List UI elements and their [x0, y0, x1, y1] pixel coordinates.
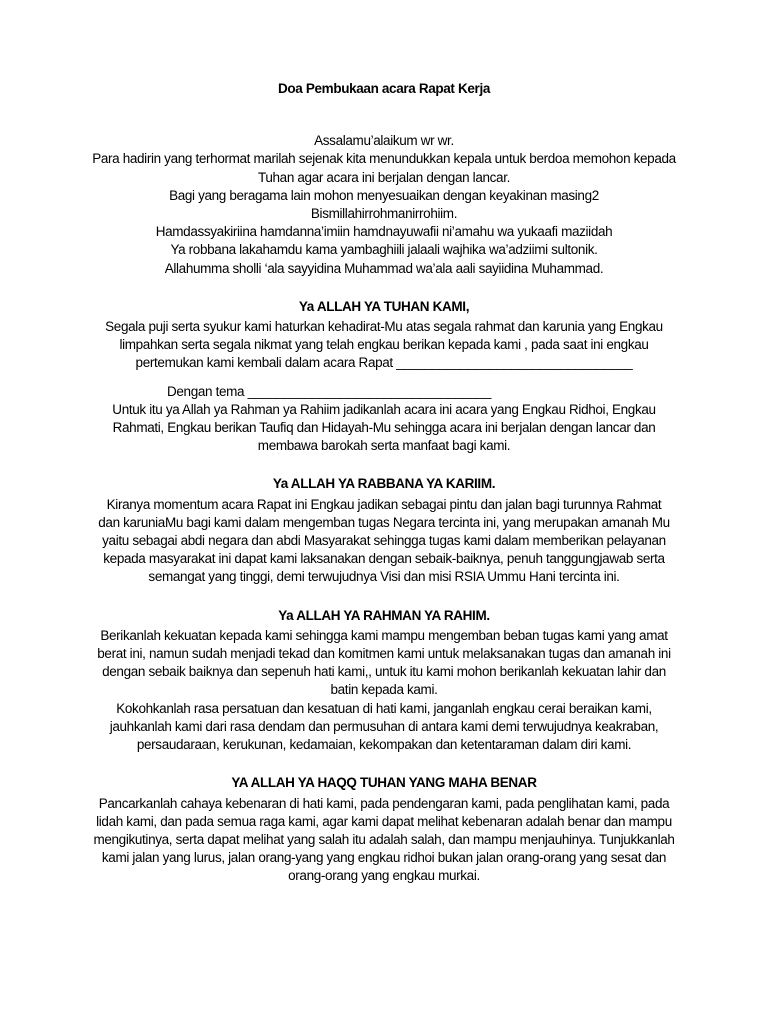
section-heading: YA ALLAH YA HAQQ TUHAN YANG MAHA BENAR	[231, 775, 537, 791]
section-line: lidah kami, dan pada semua raga kami, agar kami dapat melihat kebenaran adalah benar dan mampu	[96, 813, 672, 829]
section-line: mengikutinya, serta dapat melihat yang salah itu adalah salah, dan mampu menjauhinya. Tunjukkanlah	[93, 831, 675, 847]
section-line: dan karuniaMu bagi kami dalam mengemban tugas Negara tercinta ini, yang merupakan amanah Mu	[98, 514, 670, 530]
section-line: jauhkanlah kami dari rasa dendam dan permusuhan di antara kami demi terwujudnya keakraban,	[109, 718, 659, 734]
section-line: kami jalan yang lurus, jalan orang-yang yang engkau ridhoi bukan jalan orang-orang yang sesat dan	[101, 850, 667, 866]
section-rahman-rahim	[60, 607, 708, 755]
section-line: dengan sebaik baiknya dan sepenuh hati kami,, untuk itu kami mohon berikanlah kekuatan lahir dan	[102, 664, 666, 680]
opening-line: Bagi yang beragama lain mohon menyesuaikan dengan keyakinan masing2	[169, 187, 599, 203]
section-line: Kokohkanlah rasa persatuan dan kesatuan di hati kami, janganlah engkau cerai beraikan kami,	[116, 700, 652, 716]
section-heading: Ya ALLAH YA RAHMAN YA RAHIM.	[278, 607, 490, 623]
section-line: Rahmati, Engkau berikan Taufiq dan Hidayah-Mu sehingga acara ini berjalan dengan lancar dan	[112, 420, 656, 436]
section-heading: Ya ALLAH YA RABBANA YA KARIIM.	[272, 476, 496, 492]
section-line: limpahkan serta segala nikmat yang telah engkau berikan kepada kami , pada saat ini engkau	[119, 337, 649, 353]
section-line: kepada masyarakat ini dapat kami laksanakan dengan sebaik-baiknya, penuh tanggungjawab serta	[103, 551, 665, 567]
document-title: Doa Pembukaan acara Rapat Kerja	[278, 81, 490, 96]
opening-line: Assalamu’alaikum wr wr.	[314, 133, 454, 149]
section-line: Segala puji serta syukur kami haturkan kehadirat-Mu atas segala rahmat dan karunia yang Engkau	[105, 319, 663, 335]
section-line: orang-orang yang engkau murkai.	[288, 868, 480, 884]
section-line: Pancarkanlah cahaya kebenaran di hati kami, pada pendengaran kami, pada penglihatan kami, pada	[98, 795, 670, 811]
opening-line: Tuhan agar acara ini berjalan dengan lancar.	[257, 169, 511, 185]
section-line: Untuk itu ya Allah ya Rahman ya Rahiim jadikanlah acara ini acara yang Engkau Ridhoi, Engkau	[112, 401, 656, 417]
section-heading: Ya ALLAH YA TUHAN KAMI,	[298, 298, 470, 314]
section-tuhan-kami	[60, 298, 708, 456]
opening-line: Allahumma sholli ‘ala sayyidina Muhammad wa’ala aali sayiidina Muhammad.	[164, 260, 604, 276]
section-line: yaitu sebagai abdi negara dan abdi Masyarakat sehingga tugas kami dalam memberikan pelayanan	[102, 533, 666, 549]
opening-line: Para hadirin yang terhormat marilah sejenak kita menundukkan kepala untuk berdoa memohon kepada	[92, 151, 676, 167]
section-line: Berikanlah kekuatan kepada kami sehingga kami mampu mengemban beban tugas kami yang amat	[100, 627, 668, 643]
section-line: batin kepada kami.	[330, 682, 438, 698]
tema-line: Dengan tema __________________________________	[167, 383, 491, 399]
section-haqq	[60, 774, 708, 885]
section-line: pertemukan kami kembali dalam acara Rapat _________________________________	[135, 355, 633, 371]
opening-line: Hamdassyakiriina hamdanna’imiin hamdnayuwafii ni’amahu wa yukaafi maziidah	[155, 224, 613, 240]
section-rabbana-kariim	[60, 475, 708, 586]
section-line: Kiranya momentum acara Rapat ini Engkau jadikan sebagai pintu dan jalan bagi turunnya Rahmat	[106, 496, 662, 512]
opening-block	[60, 132, 708, 278]
document-page	[60, 80, 708, 886]
section-line: membawa barokah serta manfaat bagi kami.	[257, 438, 511, 454]
opening-line: Bismillahirrohmanirrohiim.	[310, 206, 458, 222]
section-line: semangat yang tinggi, demi terwujudnya Visi dan misi RSIA Ummu Hani tercinta ini.	[148, 569, 620, 585]
section-line: persaudaraan, kerukunan, kedamaian, kekompakan dan ketentaraman dalam diri kami.	[136, 737, 632, 753]
section-line: berat ini, namun sudah menjadi tekad dan komitmen kami untuk melaksanakan tugas dan amanah ini	[97, 646, 671, 662]
opening-line: Ya robbana lakahamdu kama yambaghiili jalaali wajhika wa’adziimi sultonik.	[170, 242, 598, 258]
